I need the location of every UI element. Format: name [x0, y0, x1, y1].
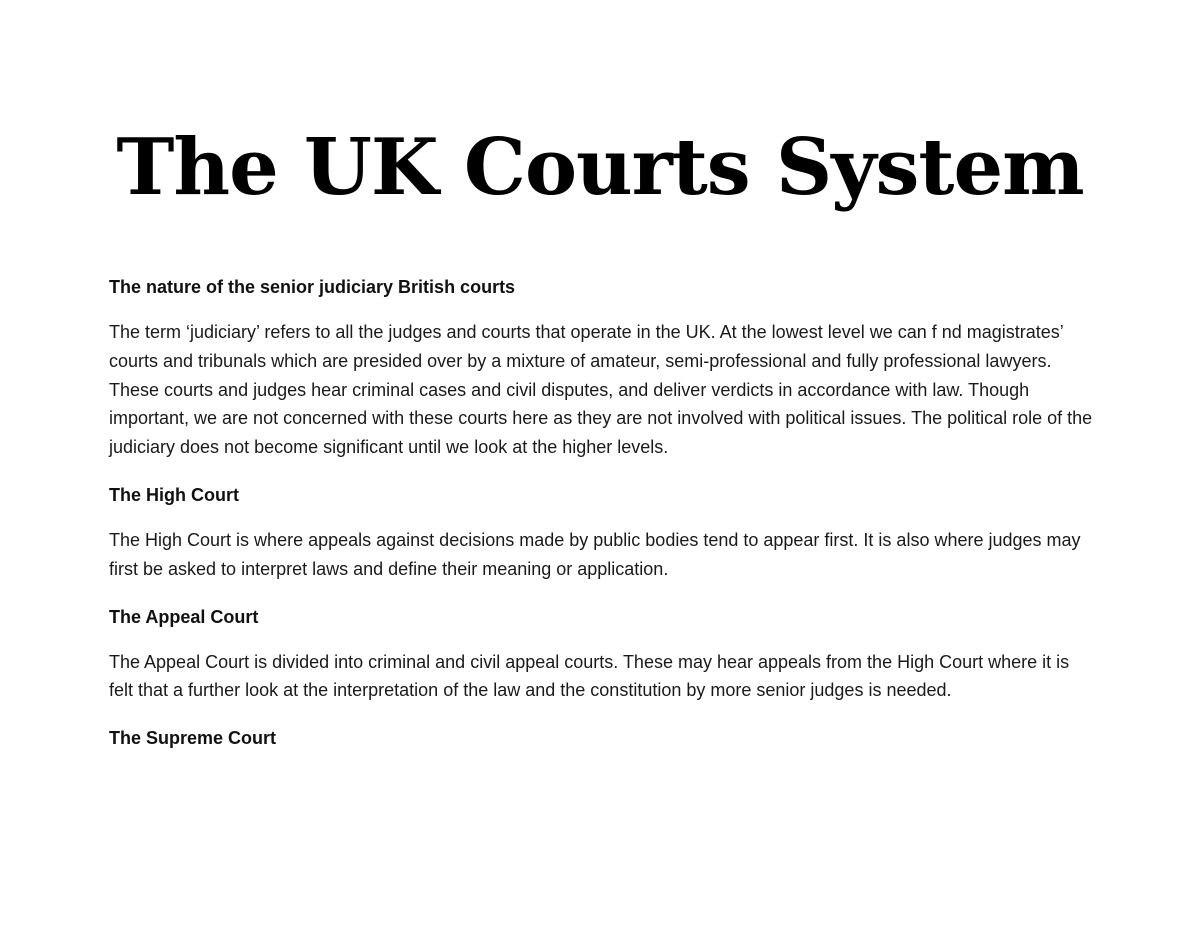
section-paragraph-high-court: The High Court is where appeals against decisions made by public bodies tend to appear first. It is also where judges may first be asked to interpret laws and define their meaning or application. [109, 529, 1081, 579]
page-title: The UK Courts System [116, 122, 1084, 213]
section-paragraph-senior-judiciary: The term ‘judiciary’ refers to all the judges and courts that operate in the UK. At the lowest level we can f nd magistrates’ courts and tribunals which are presided over by a mixture of amateur, semi-professional and fully professional lawyers. These courts and judges hear criminal cases and civil disputes, and deliver verdicts in accordance with law. Though important, we are not concerned with these courts here as they are not involved with political issues. The political role of the judiciary does not become significant until we look at the higher levels. [109, 322, 1093, 458]
section-paragraph-appeal-court: The Appeal Court is divided into criminal and civil appeal courts. These may hear appeals from the High Court where it is felt that a further look at the interpretation of the law and the constitution by more senior judges is needed. [109, 651, 1070, 701]
document-body [109, 274, 1094, 751]
section-heading-high-court: The High Court [109, 484, 239, 505]
section-heading-supreme-court: The Supreme Court [109, 728, 277, 749]
section-heading-appeal-court: The Appeal Court [109, 606, 259, 627]
section-heading-senior-judiciary: The nature of the senior judiciary British courts [109, 277, 516, 297]
